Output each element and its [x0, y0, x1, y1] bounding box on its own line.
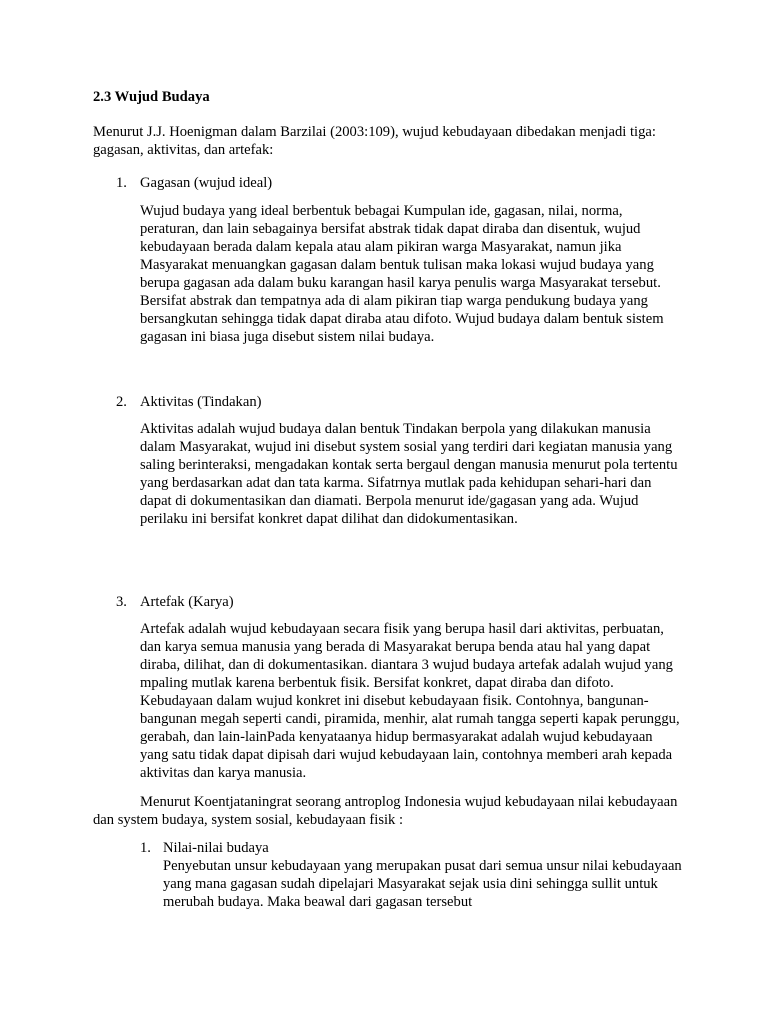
- list-item-body-aktivitas: Aktivitas adalah wujud budaya dalan bentuk Tindakan berpola yang dilakukan manusia dalam Masyarakat, wujud ini disebut system sosial yang terdiri dari kegiatan manusia yang saling berinteraksi, mengadakan kontak serta bergaul dengan manusia menurut pola tertentu yang berdasarkan adat dan tata karma. Sifatrnya mutlak pada kehidupan sehari-hari dan dapat di dokumentasikan dan diamati. Berpola menurut ide/gagasan yang ada. Wujud perilaku ini bersifat konkret dapat dilihat dan didokumentasikan.: [140, 421, 678, 527]
- list-item-body-gagasan: Wujud budaya yang ideal berbentuk bebagai Kumpulan ide, gagasan, nilai, norma, peraturan, dan lain sebagainya bersifat abstrak tidak dapat diraba dan disentuk, wujud kebudayaan berada dalam kepala atau alam pikiran warga Masyarakat, namun jika Masyarakat menuangkan gagasan dalam bentuk tulisan maka lokasi wujud budaya yang berupa gagasan ada dalam buku karangan hasil karya penulis warga Masyarakat tersebut. Bersifat abstrak dan tempatnya ada di alam pikiran tiap warga pendukung budaya yang bersangkutan sehingga tidak dapat diraba atau difoto. Wujud budaya dalam bentuk sistem gagasan ini biasa juga disebut sistem nilai budaya.: [140, 203, 664, 345]
- intro-paragraph: Menurut J.J. Hoenigman dalam Barzilai (2003:109), wujud kebudayaan dibedakan menjadi tiga: gagasan, aktivitas, dan artefak:: [93, 124, 656, 158]
- list-title: Artefak (Karya): [140, 594, 234, 610]
- list-item-title-gagasan: [116, 174, 676, 192]
- koentjaraningrat-paragraph: [93, 793, 683, 829]
- list-title: Nilai-nilai budaya: [163, 840, 269, 856]
- list-number: 2.: [116, 394, 127, 410]
- sublist-item-body-nilai: Penyebutan unsur kebudayaan yang merupakan pusat dari semua unsur nilai kebudayaan yang mana gagasan sudah dipelajari Masyarakat sejak usia dini sehingga sullit untuk merubah budaya. Maka beawal dari gagasan tersebut: [163, 858, 682, 910]
- sublist-item-title-nilai: [140, 839, 680, 857]
- list-number: 3.: [116, 594, 127, 610]
- list-number: 1.: [140, 840, 151, 856]
- list-item-body-artefak: Artefak adalah wujud kebudayaan secara fisik yang berupa hasil dari aktivitas, perbuatan, dan karya semua manusia yang berada di Masyarakat berupa benda atau hal yang dapat diraba, dilihat, dan di dokumentasikan. diantara 3 wujud budaya artefak adalah wujud yang mpaling mutlak karena berbentuk fisik. Bersifat konkret, dapat diraba dan difoto. Kebudayaan dalam wujud konkret ini disebut kebudayaan fisik. Contohnya, bangunan- bangunan megah seperti candi, piramida, menhir, alat rumah tangga seperti kapak perunggu, gerabah, dan lain-lainPada kenyataanya hidup bermasyarakat adalah wujud kebudayaan yang satu tidak dapat dipisah dari wujud kebudayaan lain, contohnya memberi arah kepada aktivitas dan karya manusia.: [140, 621, 680, 781]
- section-heading: 2.3 Wujud Budaya: [93, 89, 210, 105]
- list-title: Gagasan (wujud ideal): [140, 175, 273, 191]
- list-number: 1.: [116, 175, 127, 191]
- list-item-title-aktivitas: [116, 393, 676, 411]
- list-title: Aktivitas (Tindakan): [140, 394, 262, 410]
- list-item-title-artefak: [116, 593, 676, 611]
- paragraph-text: Menurut Koentjataningrat seorang antroplog Indonesia wujud kebudayaan nilai kebudayaan dan system budaya, system sosial, kebudayaan fisik :: [93, 794, 678, 828]
